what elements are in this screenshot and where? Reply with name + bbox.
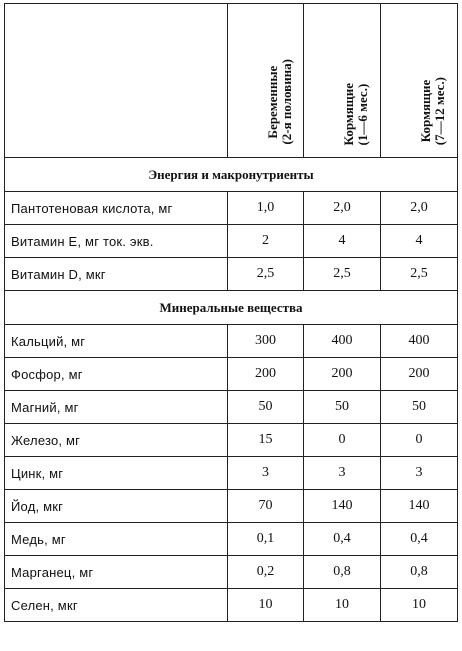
value-cell: 15 [228,424,304,457]
nutrient-name: Цинк, мг [5,457,228,490]
value-cell: 3 [381,457,458,490]
header-corner-cell [5,4,228,158]
header-line2: (1—6 мес.) [355,82,370,145]
value-cell: 140 [304,490,381,523]
section-title: Минеральные вещества [5,291,458,325]
value-cell: 0,8 [381,556,458,589]
table-row [5,225,458,258]
table-row [5,391,458,424]
header-line1: Беременные [264,65,280,139]
table-row [5,523,458,556]
value-cell: 0,4 [304,523,381,556]
value-cell: 10 [228,589,304,622]
value-cell: 200 [381,358,458,391]
value-cell: 50 [381,391,458,424]
value-cell: 2,5 [381,258,458,291]
value-cell: 0,2 [228,556,304,589]
value-cell: 3 [228,457,304,490]
nutrient-table [4,3,458,622]
header-line1: Кормящие [418,79,433,143]
nutrient-name: Йод, мкг [5,490,228,523]
value-cell: 10 [304,589,381,622]
table-row [5,589,458,622]
nutrient-name: Витамин Е, мг ток. экв. [5,225,228,258]
value-cell: 0,1 [228,523,304,556]
value-cell: 300 [228,325,304,358]
value-cell: 4 [304,225,381,258]
table-row [5,490,458,523]
table-row [5,325,458,358]
nutrient-name: Марганец, мг [5,556,228,589]
header-lactating-1-6 [304,4,381,158]
table-row [5,358,458,391]
table-row [5,192,458,225]
value-cell: 140 [381,490,458,523]
value-cell: 1,0 [228,192,304,225]
header-pregnant [228,4,304,158]
table-row [5,424,458,457]
value-cell: 0 [304,424,381,457]
table-row [5,457,458,490]
value-cell: 50 [304,391,381,424]
value-cell: 10 [381,589,458,622]
value-cell: 4 [381,225,458,258]
value-cell: 2,0 [381,192,458,225]
nutrient-name: Пантотеновая кислота, мг [5,192,228,225]
section-heading-row [5,158,458,192]
value-cell: 2,5 [228,258,304,291]
value-cell: 200 [304,358,381,391]
value-cell: 0 [381,424,458,457]
header-line2: (2-я половина) [278,59,294,145]
value-cell: 0,4 [381,523,458,556]
value-cell: 70 [228,490,304,523]
header-row [5,4,458,158]
value-cell: 400 [381,325,458,358]
nutrient-name: Селен, мкг [5,589,228,622]
value-cell: 3 [304,457,381,490]
nutrient-name: Медь, мг [5,523,228,556]
nutrient-name: Кальций, мг [5,325,228,358]
nutrient-name: Магний, мг [5,391,228,424]
table-row [5,556,458,589]
header-lactating-7-12 [381,4,458,158]
value-cell: 0,8 [304,556,381,589]
value-cell: 2,5 [304,258,381,291]
header-line2: (7—12 мес.) [432,76,447,145]
nutrient-name: Витамин D, мкг [5,258,228,291]
value-cell: 2,0 [304,192,381,225]
nutrient-name: Фосфор, мг [5,358,228,391]
nutrient-name: Железо, мг [5,424,228,457]
header-line1: Кормящие [341,82,356,145]
value-cell: 200 [228,358,304,391]
value-cell: 400 [304,325,381,358]
table-row [5,258,458,291]
value-cell: 2 [228,225,304,258]
section-title: Энергия и макронутриенты [5,158,458,192]
section-heading-row [5,291,458,325]
value-cell: 50 [228,391,304,424]
